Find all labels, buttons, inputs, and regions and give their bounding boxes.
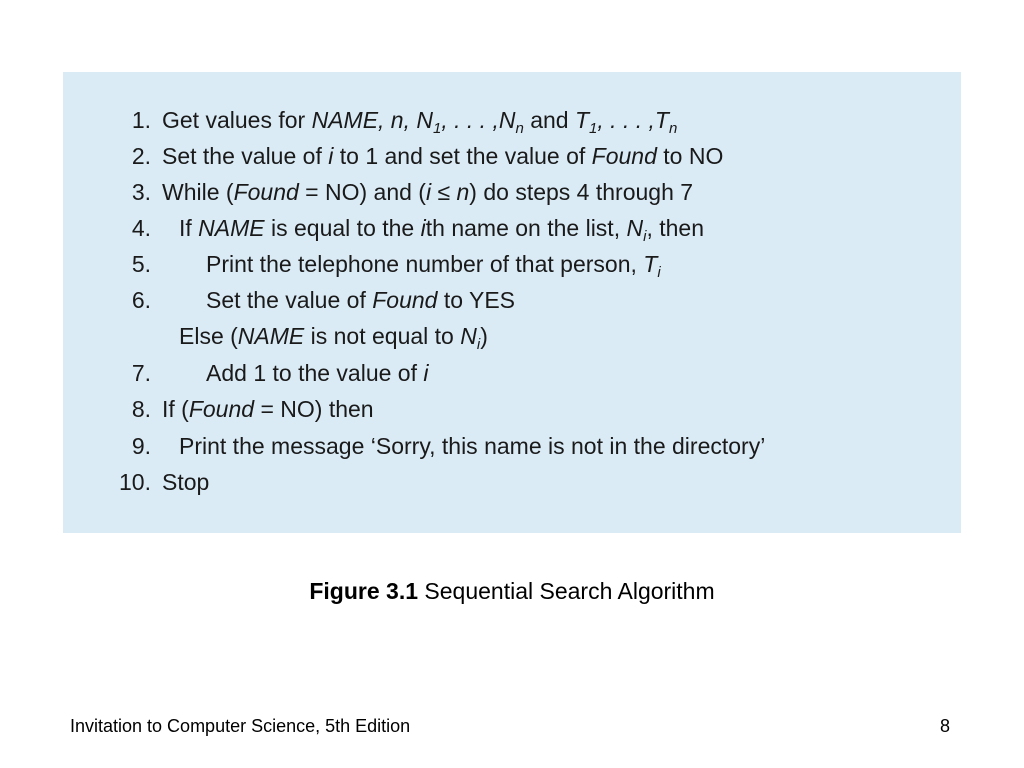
step-text: Print the message ‘Sorry, this name is not in the directory’: [179, 433, 766, 459]
step-number: 1.: [131, 107, 151, 133]
step-number: 4.: [131, 215, 151, 241]
step-text: Print the telephone number of that person, $T_i$: [206, 251, 661, 281]
step-text: Else (NAME is not equal to $N_i$): [179, 323, 488, 353]
step-number: 6.: [131, 287, 151, 313]
step-text: Add 1 to the value of i: [206, 360, 429, 386]
step-number: 5.: [131, 251, 151, 277]
step-number: 10.: [119, 469, 151, 495]
figure-title: Sequential Search Algorithm: [418, 578, 715, 604]
algorithm-box: [63, 72, 961, 533]
figure-caption: [0, 578, 1024, 605]
step-number: 7.: [131, 360, 151, 386]
step-number: 3.: [131, 179, 151, 205]
step-number: 2.: [131, 143, 151, 169]
step-text: Stop: [162, 469, 210, 495]
step-text: Set the value of Found to YES: [206, 287, 516, 313]
step-text: While (Found = NO) and (i ≤ n) do steps 4 through 7: [162, 179, 694, 205]
step-number: 9.: [131, 433, 151, 459]
step-text: If NAME is equal to the ith name on the list, $N_i$, then: [179, 215, 704, 245]
page-number: 8: [940, 716, 951, 736]
footer-book-title: Invitation to Computer Science, 5th Edition: [70, 716, 411, 736]
step-text: If (Found = NO) then: [162, 396, 374, 422]
step-text: Get values for NAME, n, $N_1$, . . . $,N_n$ and $T_1$, . . . $,T_n$: [162, 107, 678, 137]
step-text: Set the value of i to 1 and set the value of Found to NO: [162, 143, 724, 169]
step-number: 8.: [131, 396, 151, 422]
figure-label: Figure 3.1: [309, 578, 419, 604]
